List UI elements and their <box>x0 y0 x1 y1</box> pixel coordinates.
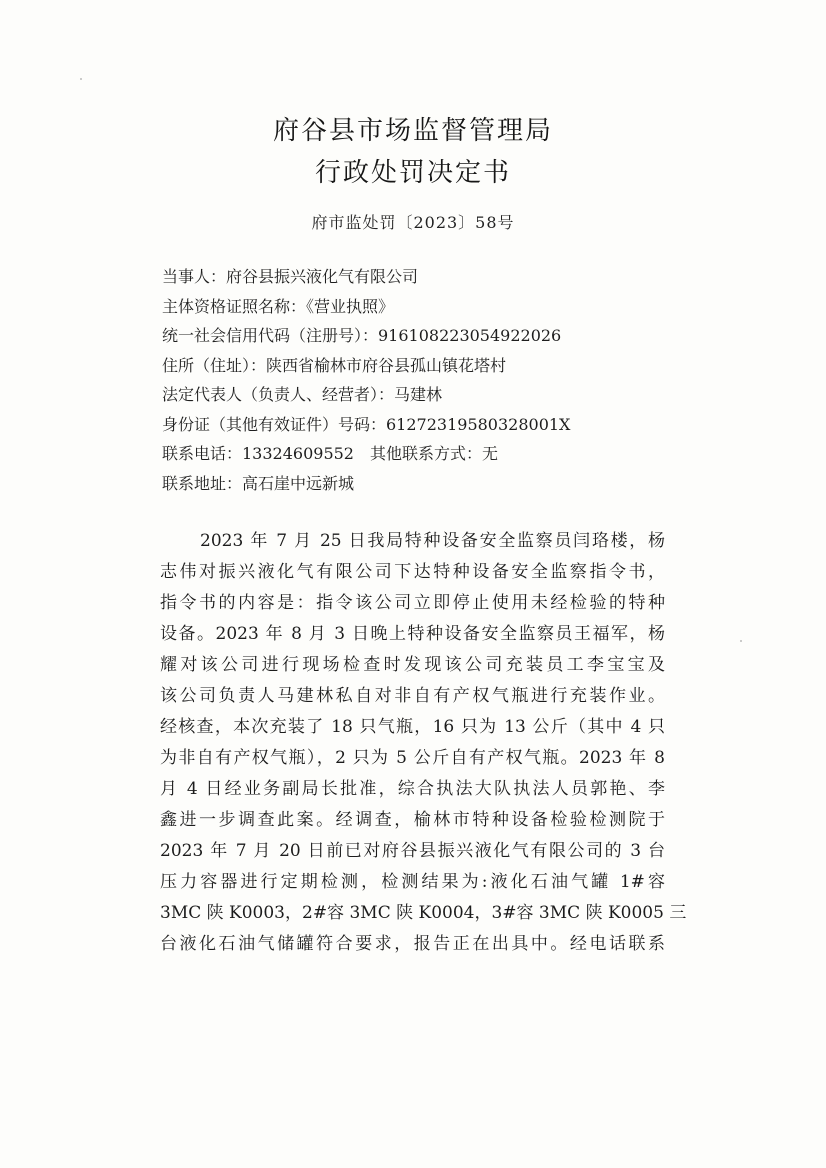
body-line: 该公司负责人马建林私自对非自有产权气瓶进行充装作业。 <box>160 686 665 706</box>
scan-speck <box>80 78 82 80</box>
body-line: 耀对该公司进行现场检查时发现该公司充装员工李宝宝及 <box>160 655 665 675</box>
body-line: 月 4 日经业务副局长批准，综合执法大队执法人员郭艳、李 <box>160 779 665 799</box>
scan-speck <box>740 640 742 642</box>
id-number: 身份证（其他有效证件）号码：61272319580328001X <box>162 414 571 434</box>
document-number: 府市监处罚〔2023〕58号 <box>311 213 515 232</box>
body-line: 为非自有产权气瓶），2 只为 5 公斤自有产权气瓶。2023 年 8 <box>160 748 665 768</box>
contact-address: 联系地址：高石崖中远新城 <box>162 473 355 493</box>
contact-phone: 联系电话：13324609552 其他联系方式：无 <box>162 444 498 463</box>
body-line: 3MC 陕 K0003，2#容 3MC 陕 K0004，3#容 3MC 陕 K0005 三 <box>160 903 687 923</box>
party-info-block <box>162 262 682 498</box>
legal-representative: 法定代表人（负责人、经营者）：马建林 <box>162 385 443 404</box>
body-line: 设备。2023 年 8 月 3 日晚上特种设备安全监察员王福军，杨 <box>160 624 665 644</box>
case-description <box>160 526 687 960</box>
body-line: 经核查，本次充装了 18 只气瓶，16 只为 13 公斤（其中 4 只 <box>160 717 665 737</box>
party-name: 当事人：府谷县振兴液化气有限公司 <box>162 267 419 286</box>
address: 住所（住址）：陕西省榆林市府谷县孤山镇花塔村 <box>162 355 507 375</box>
body-line: 志伟对振兴液化气有限公司下达特种设备安全监察指令书， <box>160 562 665 582</box>
document-title-type: 行政处罚决定书 <box>314 158 511 188</box>
body-line: 2023 年 7 月 25 日我局特种设备安全监察员闫珞楼，杨 <box>200 531 665 551</box>
credit-code: 统一社会信用代码（注册号）：916108223054922026 <box>162 326 562 345</box>
body-line: 鑫进一步调查此案。经调查，榆林市特种设备检验检测院于 <box>160 810 665 830</box>
body-line: 压力容器进行定期检测，检测结果为:液化石油气罐 1#容 <box>160 872 665 892</box>
license-name: 主体资格证照名称：《营业执照》 <box>162 296 395 316</box>
body-line: 台液化石油气储罐符合要求，报告正在出具中。经电话联系 <box>160 934 665 954</box>
body-line: 2023 年 7 月 20 日前已对府谷县振兴液化气有限公司的 3 台 <box>160 841 665 861</box>
document-title-agency: 府谷县市场监督管理局 <box>272 116 553 146</box>
body-line: 指令书的内容是：指令该公司立即停止使用未经检验的特种 <box>160 593 665 613</box>
